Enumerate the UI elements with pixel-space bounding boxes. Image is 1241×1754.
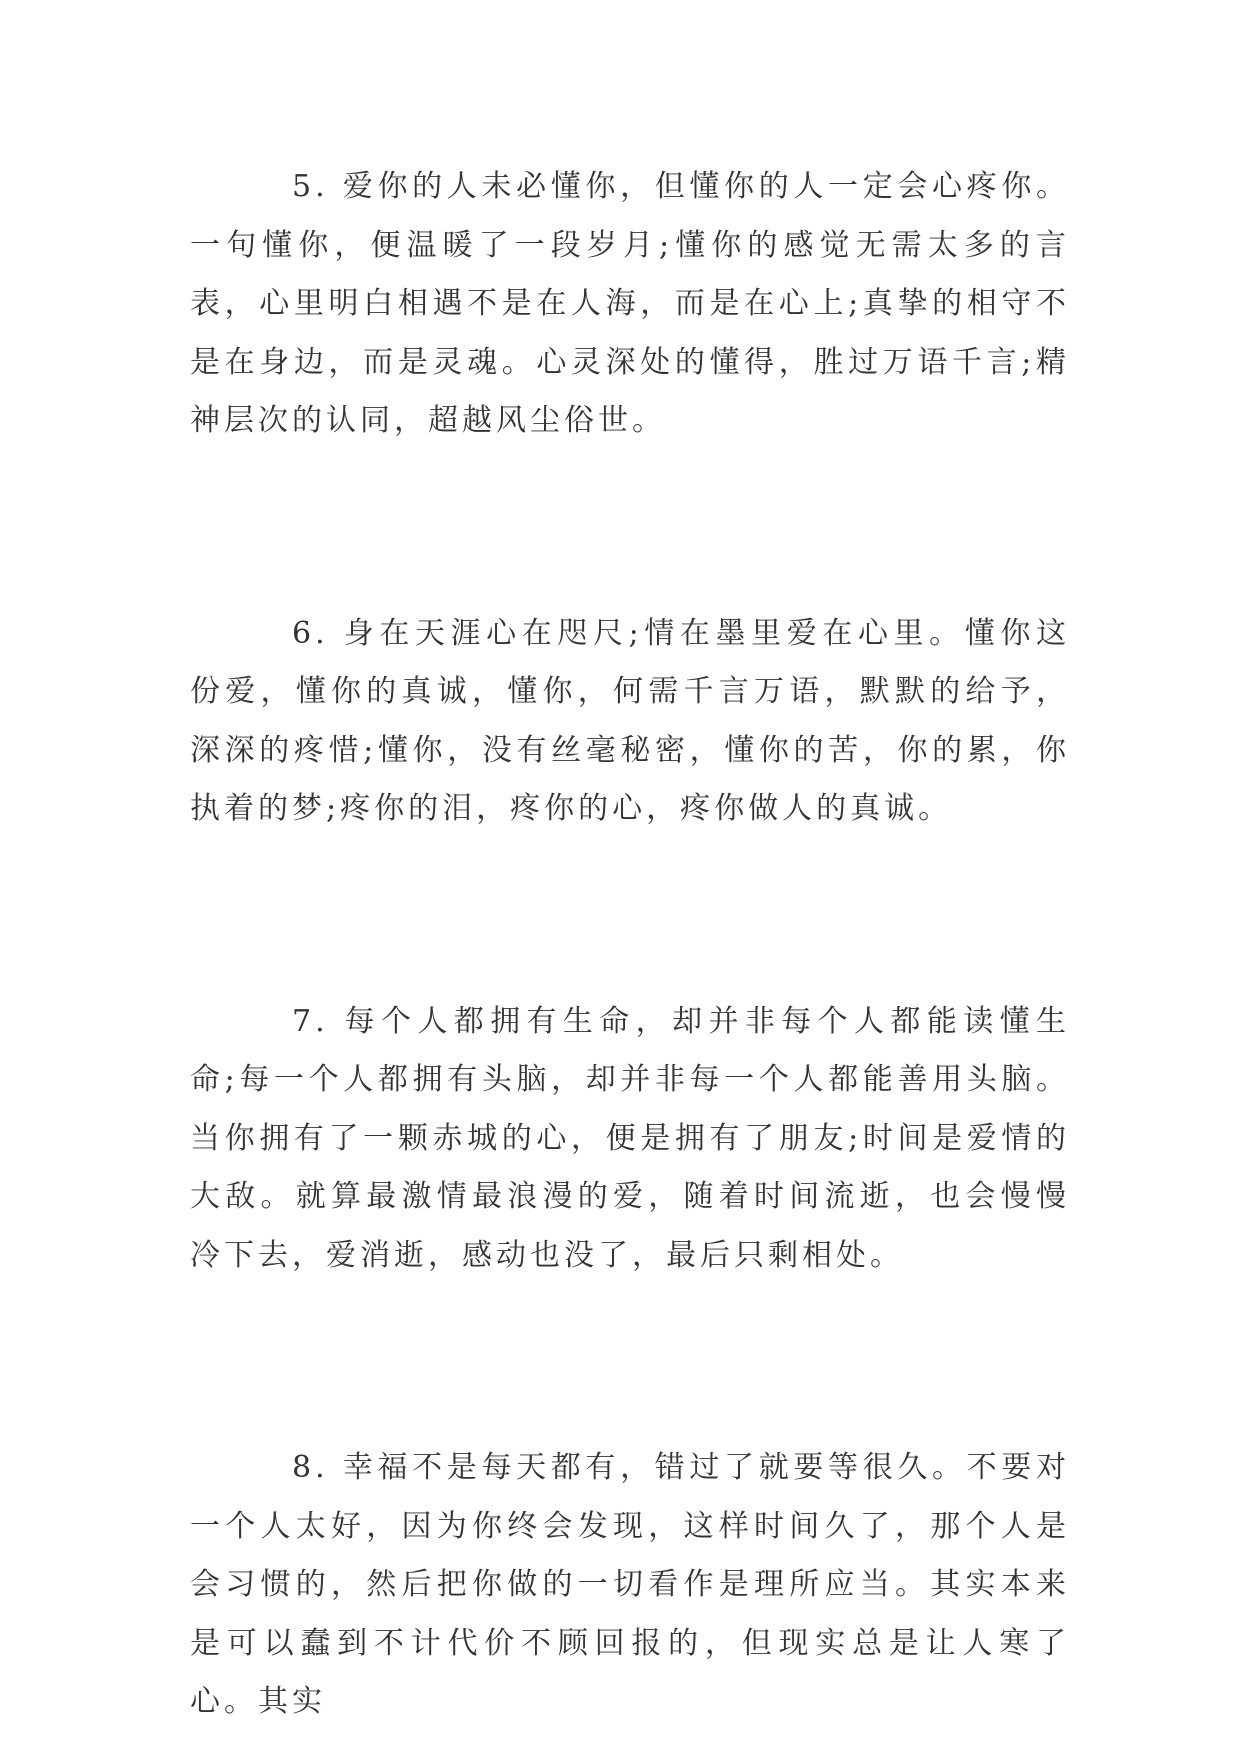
paragraph-8: 8. 幸福不是每天都有，错过了就要等很久。不要对一个人太好，因为你终会发现，这样时间久了，那个人是会习惯的，然后把你做的一切看作是理所应当。其实本来是可以蠢到不计代价不顾回报的，但现实总是让人寒了心。其实 <box>190 1450 1070 1719</box>
paragraph-6: 6. 身在天涯心在咫尺;情在墨里爱在心里。懂你这份爱，懂你的真诚，懂你，何需千言万语，默默的给予，深深的疼惜;懂你，没有丝毫秘密，懂你的苦，你的累，你执着的梦;疼你的泪，疼你的心，疼你做人的真诚。 <box>190 615 1070 826</box>
paragraph-7: 7. 每个人都拥有生命，却并非每个人都能读懂生命;每一个人都拥有头脑，却并非每一个人都能善用头脑。当你拥有了一颗赤城的心，便是拥有了朋友;时间是爱情的大敌。就算最激情最浪漫的爱，随着时间流逝，也会慢慢冷下去，爱消逝，感动也没了，最后只剩相处。 <box>190 1003 1070 1273</box>
document-body <box>190 158 1070 1732</box>
paragraph-5: 5. 爱你的人未必懂你，但懂你的人一定会心疼你。一句懂你，便温暖了一段岁月;懂你的感觉无需太多的言表，心里明白相遇不是在人海，而是在心上;真挚的相守不是在身边，而是灵魂。心灵深处的懂得，胜过万语千言;精神层次的认同，超越风尘俗世。 <box>190 169 1070 438</box>
